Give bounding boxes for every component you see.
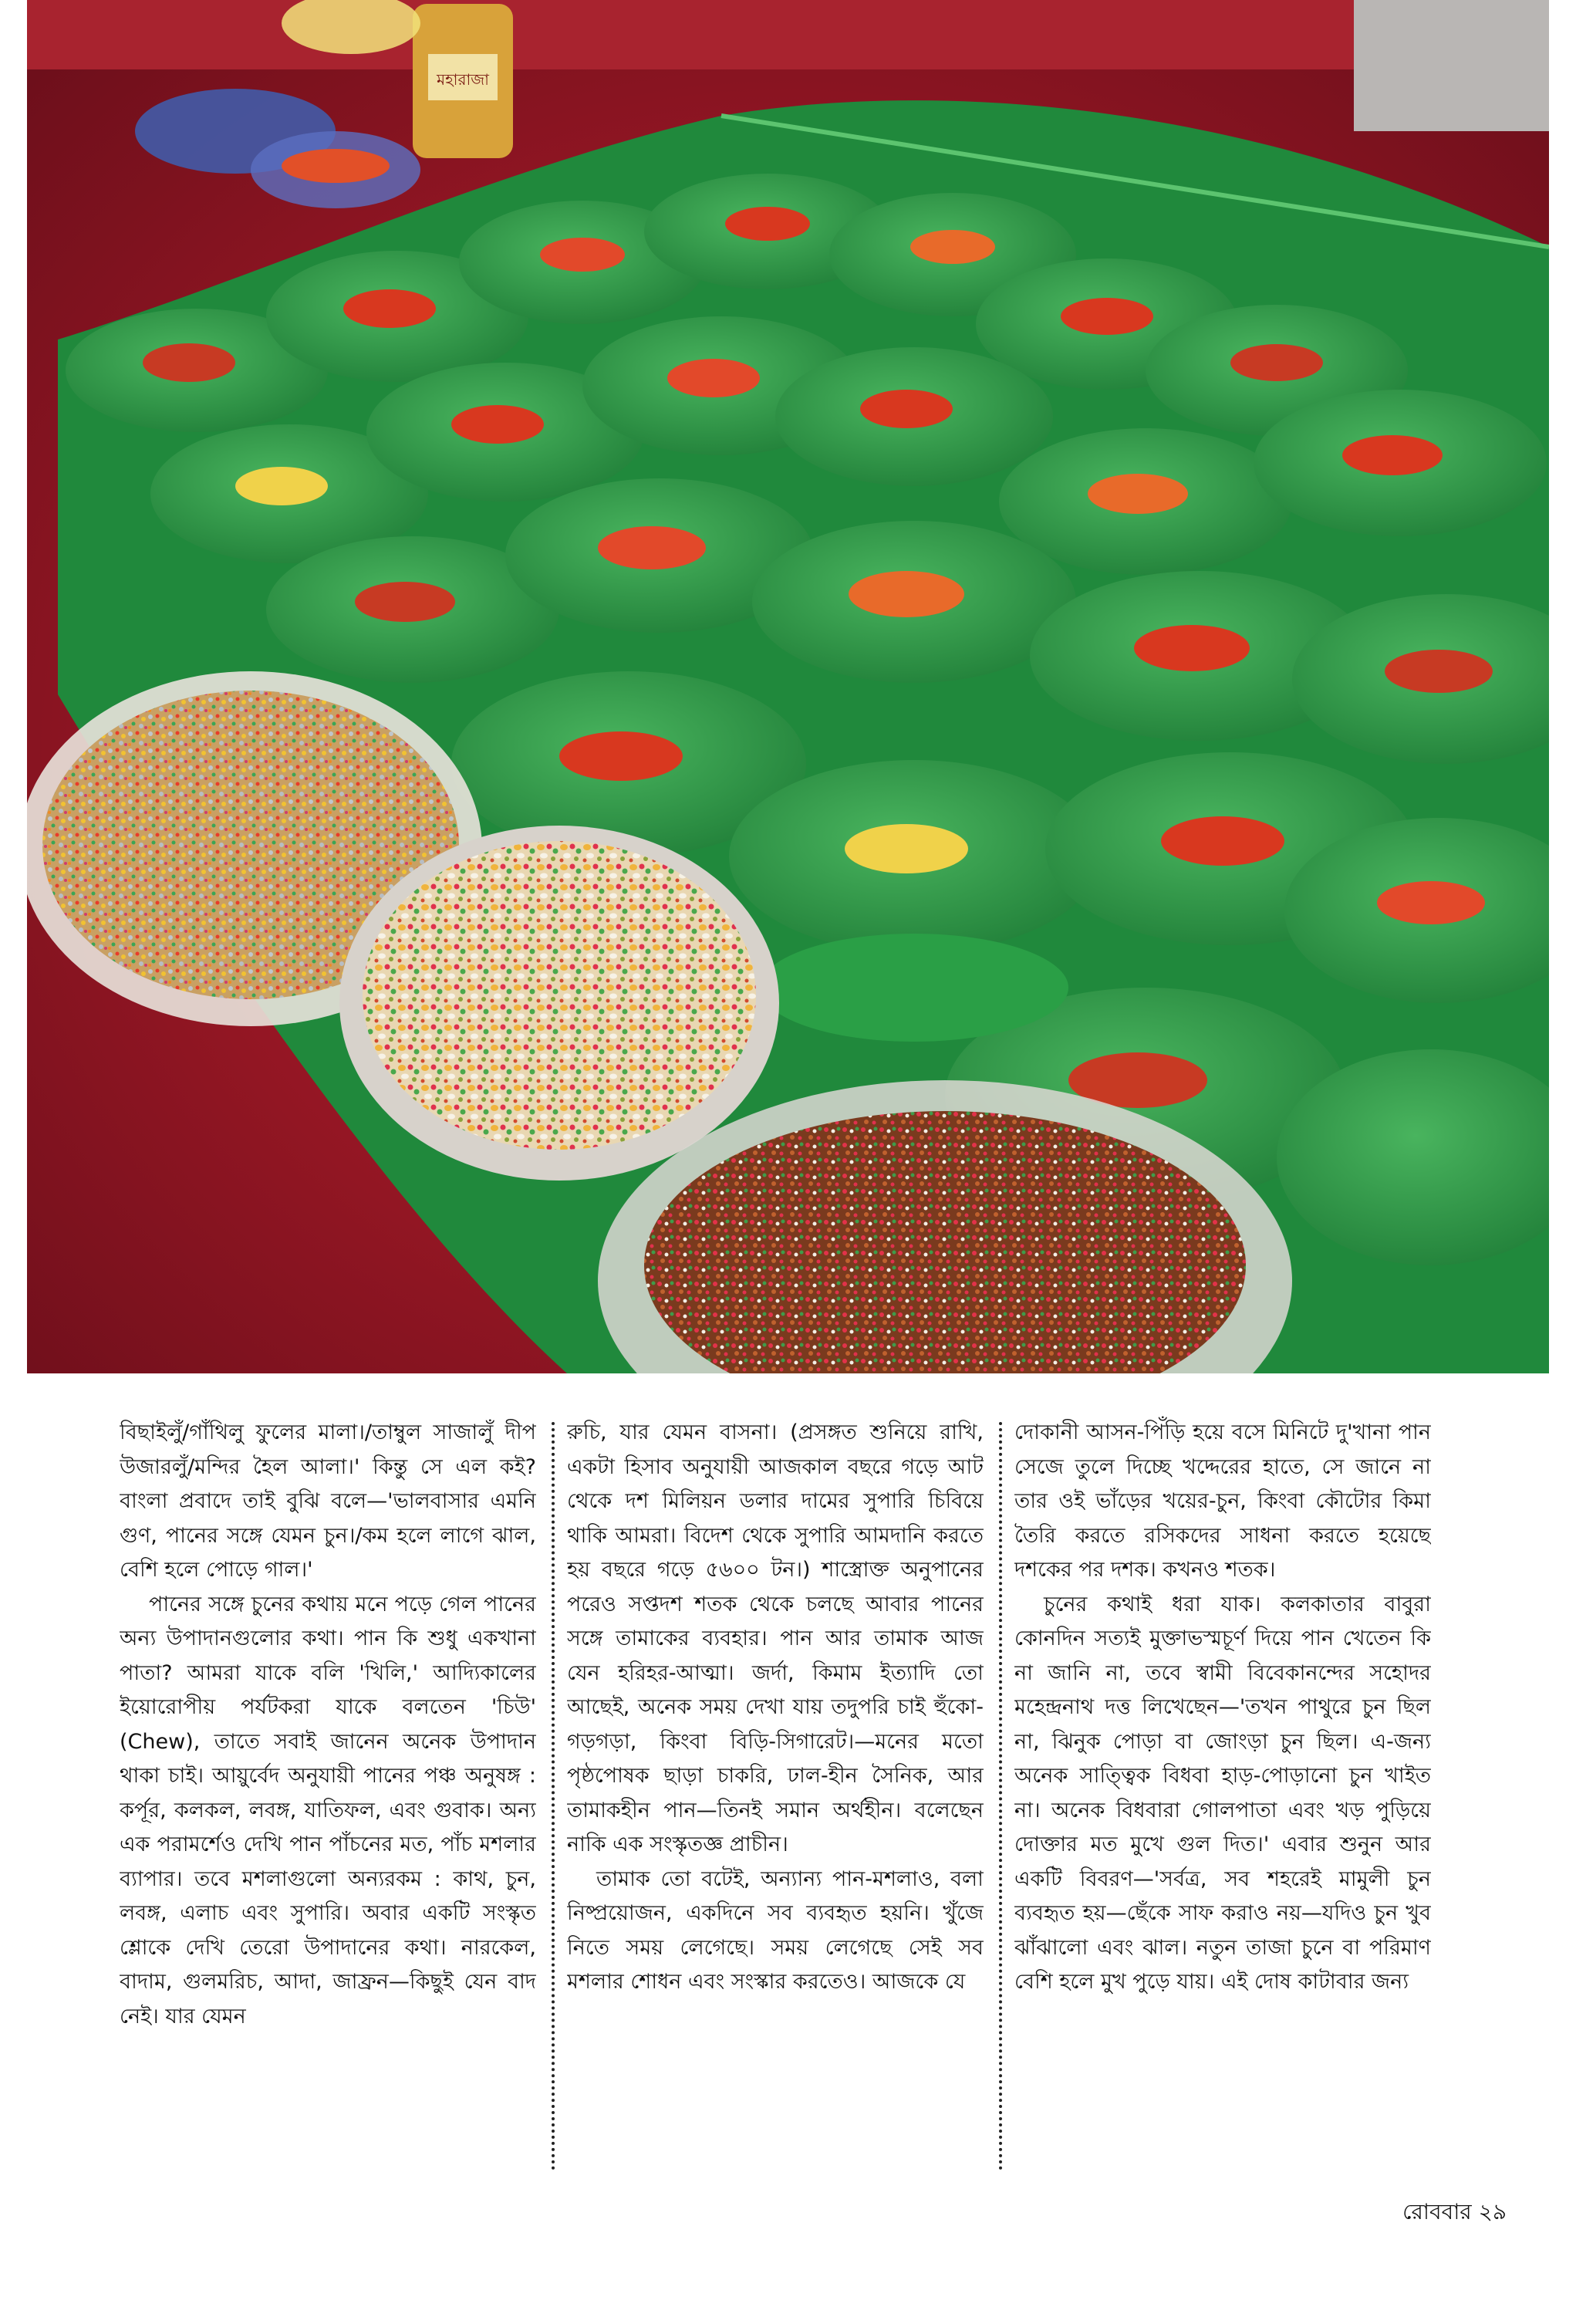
column-divider: [552, 1422, 555, 2170]
jar-label: মহারাজা: [437, 70, 489, 89]
paragraph: তামাক তো বটেই, অন্যান্য পান-মশলাও, বলা নিষ্প্রয়োজন, একদিনে সব ব্যবহৃত হয়নি। খুঁজে নিতে সময় লেগেছে। সময় লেগেছে সেই সব মশলার শোধন এবং সংস্কার করতেও। আজকে যে: [567, 1866, 984, 1994]
article-body: [120, 1416, 1431, 2180]
article-column-3: [1014, 1416, 1431, 2180]
paan-photo: [27, 0, 1549, 1373]
paragraph: বিছাইলুঁ/গাঁথিলু ফুলের মালা।/তাম্বুল সাজালুঁ দীপ উজারলুঁ/মন্দির হৈল আলা।' কিন্তু সে এল কই? বাংলা প্রবাদে তাই বুঝি বলে—'ভালবাসার এমনি গুণ, পানের সঙ্গে যেমন চুন।/কম হলে লাগে ঝাল, বেশি হলে পোড়ে গাল।': [120, 1420, 536, 1582]
paragraph: চুনের কথাই ধরা যাক। কলকাতার বাবুরা কোনদিন সত্যই মুক্তাভস্মচূর্ণ দিয়ে পান খেতেন কি না জানি না, তবে স্বামী বিবেকানন্দের সহোদর মহেন্দ্রনাথ দত্ত লিখেছেন—'তখন পাথুরে চুন ছিল না, ঝিনুক পোড়া বা জোংড়া চুন ছিল। এ-জন্য অনেক সাত্ত্বিক বিধবা হাড়-পোড়ানো চুন খাইত না। অনেক বিধবারা গোলপাতা এবং খড় পুড়িয়ে দোক্তার মত মুখে গুল দিত।' এবার শুনুন আর একটি বিবরণ—'সর্বত্র, সব শহরেই মামুলী চুন ব্যবহৃত হয়—ছেঁকে সাফ করাও নয়—যদিও চুন খুব ঝাঁঝালো এবং ঝাল। নতুন তাজা চুনে বা পরিমাণ বেশি হলে মুখ পুড়ে যায়। এই দোষ কাটাবার জন্য: [1014, 1592, 1431, 1994]
paragraph: পানের সঙ্গে চুনের কথায় মনে পড়ে গেল পানের অন্য উপাদানগুলোর কথা। পান কি শুধু একখানা পাতা? আমরা যাকে বলি 'খিলি,' আদ্যিকালের ইয়োরোপীয় পর্যটকরা যাকে বলতেন 'চিউ' (Chew), তাতে সবাই জানেন অনেক উপাদান থাকা চাই। আয়ুর্বেদ অনুযায়ী পানের পঞ্চ অনুষঙ্গ : কর্পূর, কলকল, লবঙ্গ, যাতিফল, এবং গুবাক। অন্য এক পরামর্শেও দেখি পান পাঁচনের মত, পাঁচ মশলার ব্যাপার। তবে মশলাগুলো অন্যরকম : কাথ, চুন, লবঙ্গ, এলাচ এবং সুপারি। অবার একটি সংস্কৃত শ্লোকে দেখি তেরো উপাদানের কথা। নারকেল, বাদাম, গুলমরিচ, আদা, জাফ্রন—কিছুই যেন বাদ নেই। যার যেমন: [120, 1592, 536, 2028]
paragraph: দোকানী আসন-পিঁড়ি হয়ে বসে মিনিটে দু'খানা পান সেজে তুলে দিচ্ছে খদ্দেরের হাতে, সে জানে না তার ওই ভাঁড়ের খয়ের-চুন, কিংবা কৌটোর কিমা তৈরি করতে রসিকদের সাধনা করতে হয়েছে দশকের পর দশক। কখনও শতক।: [1014, 1420, 1431, 1582]
article-column-1: [120, 1416, 536, 2180]
article-column-2: [567, 1416, 984, 2180]
paragraph: রুচি, যার যেমন বাসনা। (প্রসঙ্গত শুনিয়ে রাখি, একটা হিসাব অনুযায়ী আজকাল বছরে গড়ে আট থেকে দশ মিলিয়ন ডলার দামের সুপারি চিবিয়ে থাকি আমরা। বিদেশ থেকে সুপারি আমদানি করতে হয় বছরে গড়ে ৫৬০০ টন।) শাস্ত্রোক্ত অনুপানের পরেও সপ্তদশ শতক থেকে চলছে আবার পানের সঙ্গে তামাকের ব্যবহার। পান আর তামাক আজ যেন হরিহর-আত্মা। জর্দা, কিমাম ইত্যাদি তো আছেই, অনেক সময় দেখা যায় তদুপরি চাই হুঁকো-গড়গড়া, কিংবা বিড়ি-সিগারেট।—মনের মতো পৃষ্ঠপোষক ছাড়া চাকরি, ঢাল-হীন সৈনিক, আর তামাকহীন পান—তিনই সমান অর্থহীন। বলেছেন নাকি এক সংস্কৃতজ্ঞ প্রাচীন।: [567, 1420, 984, 1856]
page-folio: রোববার ২৯: [1402, 2199, 1507, 2224]
column-divider: [999, 1422, 1002, 2170]
